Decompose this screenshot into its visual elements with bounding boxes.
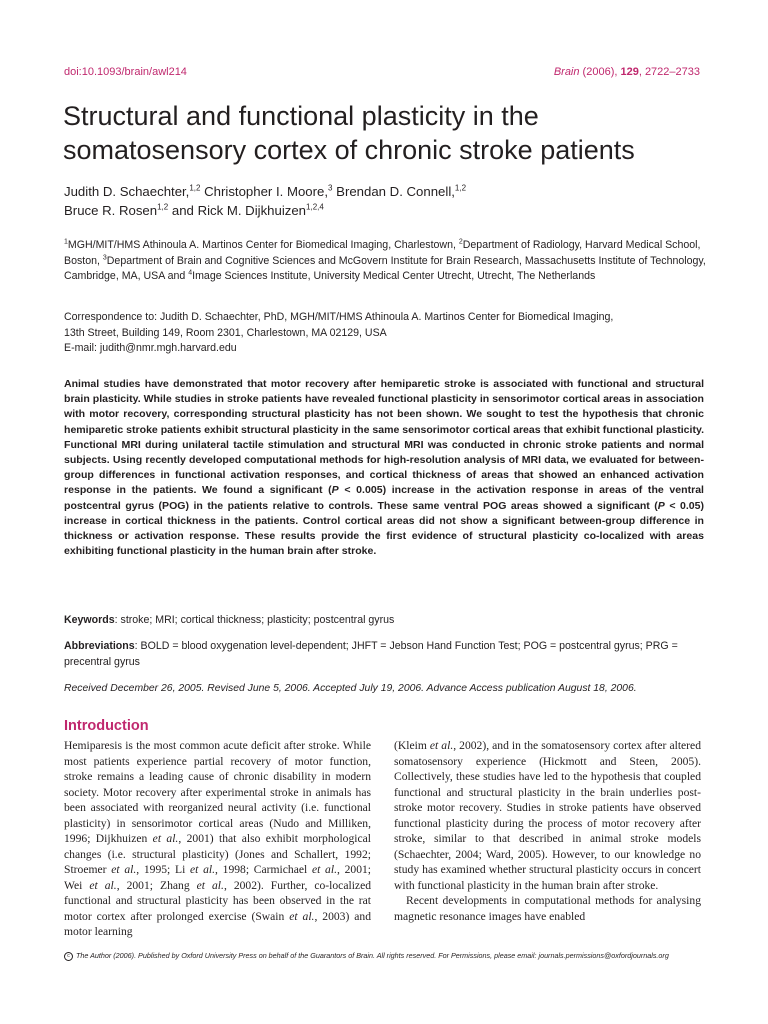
copyright-icon: c xyxy=(64,952,73,961)
author-list xyxy=(64,182,714,220)
author-name: Bruce R. Rosen xyxy=(64,203,158,218)
author-affil-sup: 1,2 xyxy=(454,183,467,193)
author-separator: and xyxy=(168,203,198,218)
author-affil-sup: 1,2,4 xyxy=(306,202,324,212)
body-text: , 1998; Carmichael xyxy=(215,863,312,876)
affiliations xyxy=(64,238,714,285)
keywords xyxy=(64,613,714,628)
correspondence xyxy=(64,310,714,357)
author-name: Rick M. Dijkhuizen xyxy=(197,203,307,218)
author-affil-sup: 3 xyxy=(328,183,333,193)
journal-citation xyxy=(554,66,700,78)
journal-name: Brain xyxy=(553,66,580,78)
et-al: et al. xyxy=(196,878,224,892)
body-text: Hemiparesis is the most common acute deficit after stroke. While most patients experience partial recovery of motor function, stroke remains a leading cause of chronic disability in modern society. Motor recovery after experimental stroke in animals has been associated with reorganized neural activity (i.e. functional plasticity) in sensorimotor cortical areas (Nudo and Milliken, 1996; Dijkhuizen xyxy=(64,739,371,845)
affil-number: 3 xyxy=(102,253,107,261)
affil-text: Image Sciences Institute, University Medical Center Utrecht, Utrecht, The Netherlands xyxy=(192,270,596,282)
body-text: , 2002), and in the somatosensory cortex after altered somatosensory experience (Hickmott and Steen, 2005). Collectively, these studies have led to the hypothesis that coupled functional and structural plasticity in the brain underlies post-stroke motor recovery. Studies in stroke patients have observed functional plasticity during the process of motor recovery after stroke, similar to that described in animal stroke models (Schaechter, 2004; Ward, 2005). However, to our knowledge no study has examined whether structural plasticity occurs in concert with functional plasticity in the human brain after stroke. xyxy=(394,739,701,892)
copyright-text: The Author (2006). Published by Oxford University Press on behalf of the Guarantors of Brain. All rights reserved. For Permissions, please email: journals.permissions@oxfordjournals.org xyxy=(76,951,669,960)
et-al: et al. xyxy=(429,739,454,752)
author-affil-sup: 1,2 xyxy=(189,183,201,193)
copyright-footer xyxy=(64,951,704,961)
doi-link[interactable]: doi:10.1093/brain/awl214 xyxy=(64,66,187,78)
et-al: et al. xyxy=(152,832,179,845)
et-al: et al. xyxy=(111,863,137,876)
abbreviations-text: : BOLD = blood oxygenation level-dependent; JHFT = Jebson Hand Function Test; POG = postcentral gyrus; PRG = precentral gyrus xyxy=(64,640,678,668)
journal-volume: 129 xyxy=(620,66,639,78)
keywords-text: : stroke; MRI; cortical thickness; plasticity; postcentral gyrus xyxy=(114,614,395,626)
et-al: et al. xyxy=(89,878,117,892)
journal-pages: , 2722–2733 xyxy=(638,66,700,78)
body-text: (Kleim xyxy=(394,739,430,752)
body-column-right xyxy=(394,738,701,924)
abstract-text: < 0.05) increase in cortical thickness in the patients. Control cortical areas did not show a significant between-group difference in thickness or activation response. These results provide the first evidence of structural plasticity co-localized with areas exhibiting functional plasticity in the human brain after stroke. xyxy=(64,499,704,558)
body-column-left xyxy=(64,738,371,940)
article-title: Structural and functional plasticity in the somatosensory cortex of chronic stroke patients xyxy=(63,101,635,165)
affil-text: MGH/MIT/HMS Athinoula A. Martinos Center for Biomedical Imaging, Charlestown, xyxy=(67,239,459,251)
body-text: , 2001) that also exhibit morphological changes (i.e. structural plasticity) (Jones and Schallert, 1992; Stroemer xyxy=(64,832,371,876)
affil-number: 2 xyxy=(458,238,463,246)
abbreviations xyxy=(64,639,709,670)
abstract-text: < 0.005) increase in the activation response in areas of the ventral postcentral gyrus (POG) in the patients relative to controls. These same ventral POG areas showed a significant ( xyxy=(64,484,704,512)
body-text: , 2003) and motor learning xyxy=(64,909,371,938)
body-paragraph xyxy=(394,738,701,893)
p-value-symbol: P xyxy=(657,499,665,512)
affil-text: Department of Radiology, Harvard Medical School, Boston, xyxy=(64,239,701,267)
abbreviations-label: Abbreviations xyxy=(64,640,135,652)
et-al: et al. xyxy=(190,863,216,876)
body-text: , 2002). Further, co-localized functional and structural plasticity has been observed in the rat motor cortex after prolonged exercise (Swain xyxy=(64,878,372,923)
abstract xyxy=(64,377,704,559)
et-al: et al. xyxy=(289,909,315,923)
affil-number: 1 xyxy=(64,238,68,246)
correspondence-address: 13th Street, Building 149, Room 2301, Charlestown, MA 02129, USA xyxy=(64,326,387,339)
body-paragraph xyxy=(64,738,371,940)
abstract-text: Animal studies have demonstrated that motor recovery after hemiparetic stroke is associated with functional and structural brain plasticity. While studies in stroke patients have revealed functional plasticity in sensorimotor cortical areas in association with motor recovery, corresponding structural plasticity has not been shown. We sought to test the hypothesis that chronic hemiparetic stroke patients exhibit structural plasticity in the same sensorimotor cortical areas that exhibit functional plasticity. Functional MRI during unilateral tactile stimulation and structural MRI was conducted in chronic stroke patients and normal subjects. Using recently developed computational methods for high-resolution analysis of MRI data, we evaluated for between-group differences in functional activation responses, and cortical thickness of areas that showed an enhanced activation response in the patients. We found a significant ( xyxy=(64,378,704,497)
keywords-label: Keywords xyxy=(64,614,115,626)
author-name: Christopher I. Moore, xyxy=(204,184,329,199)
affil-text: Department of Brain and Cognitive Sciences and McGovern Institute for Brain Research, Massachusetts Institute of Technology, Cambridge, MA, USA and xyxy=(64,254,706,282)
author-name: Brendan D. Connell, xyxy=(336,184,455,199)
author-affil-sup: 1,2 xyxy=(157,202,169,212)
section-heading-introduction: Introduction xyxy=(64,718,149,734)
body-text: , 1995; Li xyxy=(136,863,191,876)
p-value-symbol: P xyxy=(331,484,339,497)
body-text: , 2001; Zhang xyxy=(116,878,197,892)
affil-number: 4 xyxy=(188,269,193,277)
body-paragraph: Recent developments in computational methods for analysing magnetic resonance images have enabled xyxy=(394,894,701,923)
et-al: et al. xyxy=(311,863,337,876)
received-dates: Received December 26, 2005. Revised June 5, 2006. Accepted July 19, 2006. Advance Access publication August 18, 2006. xyxy=(64,683,637,694)
author-name: Judith D. Schaechter, xyxy=(64,184,190,199)
correspondence-email[interactable]: E-mail: judith@nmr.mgh.harvard.edu xyxy=(64,342,237,354)
correspondence-line: Correspondence to: Judith D. Schaechter, PhD, MGH/MIT/HMS Athinoula A. Martinos Center for Biomedical Imaging, xyxy=(64,311,614,323)
body-text: , 2001; Wei xyxy=(64,863,372,892)
journal-year: (2006), xyxy=(579,66,621,78)
